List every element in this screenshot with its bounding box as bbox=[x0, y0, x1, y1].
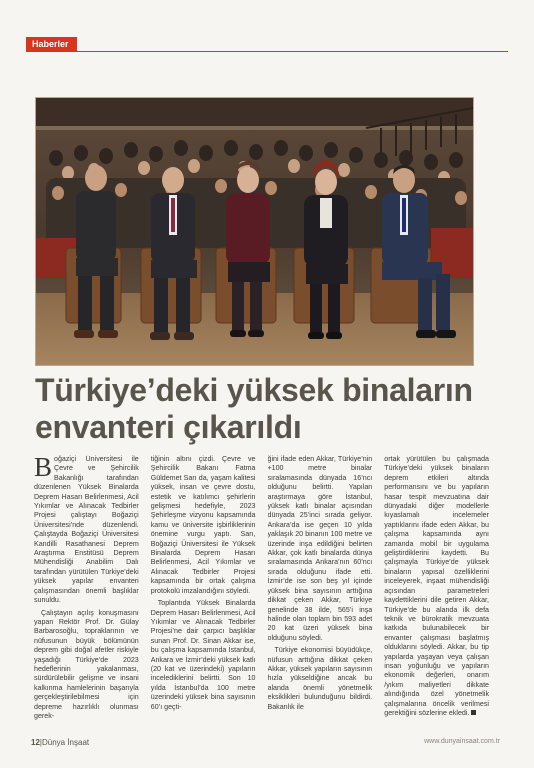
page-number: 12 bbox=[31, 738, 40, 747]
paragraph-text: ortak yürütülen bu çalışmada Türkiye’deki yüksek binaların deprem etkileri altında performansını ve bu yapıların hasar tespit mevzuatına dair dünyadaki diğer modellerle kıyaslamalı incelemeler yaptıklarını ifade eden Akkar, bu çalışma kapsamında aynı zamanda mobil bir uygulama geliştirdiklerini kaydetti. Bu çalışmayla Türkiye’de yüksek binaların yapısal özelliklerini inceleyerek, inşaat mühendisliği açısından parametreleri kaydettiklerini dile getiren Akkar, Türkiye’de bu alanda ilk defa teknik ve bürokratik mevzuata katkıda bulunabilecek bir envanter çalışması başlatmış olduklarını söyledi. Akkar, bu tip yapılarda yaşayan veya çalışan insan yoğunluğu ve yapıların ekonomik değerleri, onarım /yıkım maliyetleri dikkate alındığında özel yönetmelik çalışmalarına öncelik verilmesi gerektiğini sözlerine ekledi. bbox=[384, 455, 489, 717]
article-column-2 bbox=[151, 455, 256, 755]
paragraph: Türkiye ekonomisi büyüdükçe, nüfusun arttığına dikkat çeken Akkar, yüksek yapıların sayısının hızla yükseldiğine ancak bu alanda önemli yönetmelik eksiklikleri bulunduğunu bildirdi. Bakanlık ile bbox=[267, 646, 373, 711]
page-footer bbox=[31, 738, 89, 747]
article-headline bbox=[35, 372, 505, 446]
event-photo bbox=[35, 97, 474, 366]
paragraph bbox=[34, 455, 139, 606]
section-rule bbox=[26, 51, 508, 52]
paragraph bbox=[384, 455, 489, 718]
footer-separator: | bbox=[39, 738, 42, 747]
website-url: www.dunyainsaat.com.tr bbox=[424, 738, 500, 745]
article-column-3 bbox=[268, 455, 373, 755]
article-body bbox=[34, 455, 489, 755]
section-tag: Haberler bbox=[26, 37, 77, 51]
paragraph: Çalıştayın açılış konuşmasını yapan Rektör Prof. Dr. Gülay Barbarosoğlu, topraklarının ve nüfusunun büyük bölümünün deprem gibi doğal afetler riskiyle yaşadığı Türkiye’de 2023 hedeflerinin yakalanması, sürdürülebilir gelişme ve insani kalkınma hamlelerinin başarıyla gerçekleştirilebilmesi için depreme hazırlıklı olunması gerek- bbox=[34, 608, 139, 720]
paragraph: ğini ifade eden Akkar, Türkiye’nin +100 metre binalar sıralamasında dünyada 16’ncı olduğunu belirtti. Yapılan araştırmaya göre İstanbul, yüksek katlı binalar açısından dünyada 25’inci sırada geliyor. Ankara’da ise geçen 10 yılda yaklaşık 20 binanın 100 metre ve üzerinde inşa edildiğini belirten Akkar, çok katlı binalarda dünya sıralamasında Ankara’nın 60’ncı sırada olduğunu ifade etti. İzmir’de ise son beş yıl içinde yüksek bina sayısının arttığına dikkat çeken Akkar, Türkiye genelinde 38 ilde, 565’i inşa halinde olan toplam bin 593 adet 20 kat üzeri yüksek bina olduğunu söyledi. bbox=[267, 455, 373, 642]
headline-line-1: Türkiye’deki yüksek binaların bbox=[35, 372, 473, 408]
paragraph-text: oğaziçi Üniversitesi ile Çevre ve Şehircilik Bakanlığı tarafından düzenlenen Yüksek Binalarda Deprem Hasarı Belirlenmesi, Acil Yıkımlar ve Alınacak Tedbirler Projesi çalıştayı Boğaziçi Üniversitesi’nde düzenlendi. Çalıştayda Boğaziçi Üniversitesi Kandilli Rasathanesi Deprem Araştırma Enstitüsü Deprem Mühendisliği Anabilim Dalı tarafından yürütülen Türkiye’deki yüksek yapılar envanteri çalışmasından önemli başlıklar sunuldu. bbox=[34, 455, 139, 605]
paragraph: Toplantıda Yüksek Binalarda Deprem Hasarı Belirlenmesi, Acil Yıkımlar ve Alınacak Tedbirler Projesi’ne dair çarpıcı başlıklar sunan Prof. Dr. Sinan Akkar ise, bu çalışma kapsamında İstanbul, Ankara ve İzmir’deki yüksek katlı (20 kat ve üzerindeki) yapıların incelediklerini belirtti. Son 10 yılda İstanbul’da 100 metre üzerindeki yüksek bina sayısının 60’ı geçti- bbox=[150, 599, 256, 711]
paragraph: tiğinin altını çizdi. Çevre ve Şehircilik Bakanı Fatma Güldemet Sarı da, yaşam kalitesi yüksek, insan ve çevre dostu, estetik ve katılımcı şehirlerin gelişmesi hedefiyle, 2023 Şehirleşme vizyonu kapsamında kamu ve üniversite işbirliklerinin önemine vurgu yaptı. Sarı, Boğaziçi Üniversitesi ile Yüksek Binalarda Deprem Hasarı Belirlenmesi, Acil Yıkımlar ve Alınacak Tedbirler Projesi kapsamında bir ortak çalışma protokolü imzalandığını söyledi. bbox=[150, 455, 256, 595]
end-mark-icon bbox=[471, 710, 476, 715]
article-column-1 bbox=[34, 455, 139, 755]
drop-cap: B bbox=[34, 455, 53, 482]
article-column-4 bbox=[384, 455, 489, 755]
headline-line-2: envanteri çıkarıldı bbox=[35, 409, 302, 445]
magazine-name: Dünya İnşaat bbox=[41, 738, 90, 747]
